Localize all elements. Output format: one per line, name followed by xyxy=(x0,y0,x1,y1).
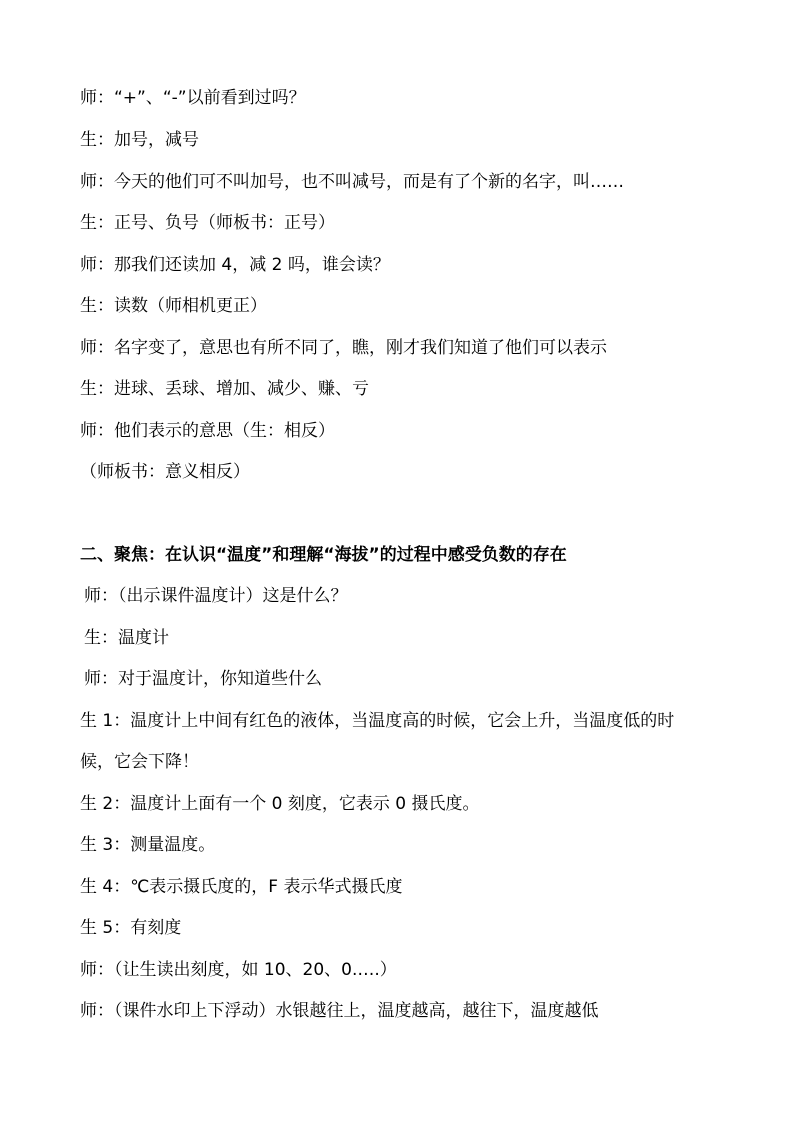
section-heading: 二、聚焦：在认识“温度”和理解“海拔”的过程中感受负数的存在 xyxy=(80,545,567,565)
dialogue-line: 师：对于温度计，你知道些什么 xyxy=(84,669,322,689)
dialogue-line: 生：加号，减号 xyxy=(80,130,199,150)
dialogue-line: 生：进球、丢球、增加、减少、赚、亏 xyxy=(80,379,369,399)
dialogue-line: 师：“+”、“-”以前看到过吗？ xyxy=(80,88,306,108)
dialogue-line: 生 2：温度计上面有一个 0 刻度，它表示 0 摄氏度。 xyxy=(80,794,480,814)
dialogue-line: 师：（课件水印上下浮动）水银越往上，温度越高，越往下，温度越低 xyxy=(80,1001,599,1021)
dialogue-line: 师：（出示课件温度计）这是什么？ xyxy=(84,586,348,606)
dialogue-line: 师：（让生读出刻度，如 10、20、0.….） xyxy=(80,960,397,980)
dialogue-line: 生 4：℃表示摄氏度的，F 表示华式摄氏度 xyxy=(80,877,403,897)
board-note-line: （师板书：意义相反） xyxy=(80,462,250,482)
dialogue-line: 生：温度计 xyxy=(84,628,169,648)
dialogue-line: 师：名字变了，意思也有所不同了，瞧，刚才我们知道了他们可以表示 xyxy=(80,338,607,358)
dialogue-line: 师：那我们还读加 4，减 2 吗，谁会读？ xyxy=(80,255,390,275)
dialogue-line: 生：正号、负号（师板书：正号） xyxy=(80,213,335,233)
dialogue-line: 生 1：温度计上中间有红色的液体，当温度高的时候，它会上升，当温度低的时 xyxy=(80,711,675,731)
dialogue-line: 生 5：有刻度 xyxy=(80,918,182,938)
dialogue-line: 生：读数（师相机更正） xyxy=(80,296,267,316)
dialogue-line: 候，它会下降！ xyxy=(80,752,199,772)
dialogue-line: 生 3：测量温度。 xyxy=(80,835,216,855)
dialogue-line: 师：他们表示的意思（生：相反） xyxy=(80,421,335,441)
dialogue-line: 师：今天的他们可不叫加号，也不叫减号，而是有了个新的名字，叫…… xyxy=(80,172,624,192)
